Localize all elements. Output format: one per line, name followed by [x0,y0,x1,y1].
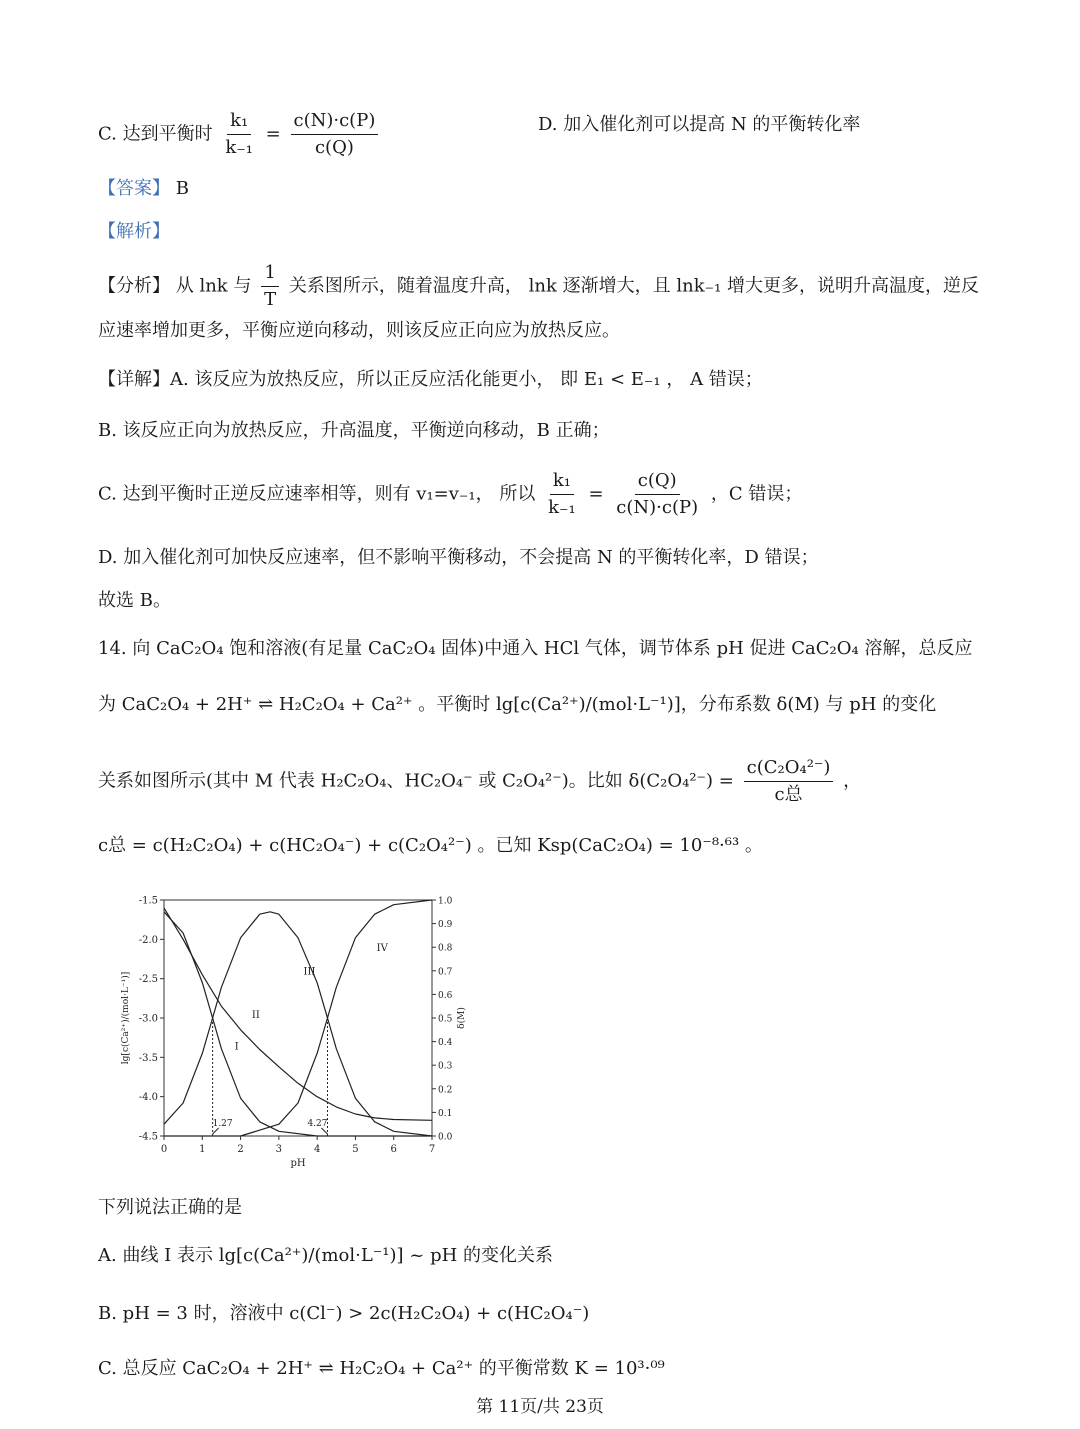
x-tick-label: 1 [199,1144,206,1155]
detail-c-numerator: c(Q) [635,470,680,495]
inverse-t-numerator: 1 [261,262,278,287]
q14-option-c: C. 总反应 CaC₂O₄ + 2H⁺ ⇌ H₂C₂O₄ + Ca²⁺ 的平衡常数 K = 10³·⁰⁹ [98,1358,665,1379]
y-left-tick-label: -1.5 [138,895,158,907]
page-footer: 第 11页/共 23页 [476,1397,604,1417]
fenxi-line-2: 应速率增加更多，平衡应逆向移动，则该反应正向应为放热反应。 [98,320,620,341]
y-right-tick-label: 0.7 [438,967,453,978]
pka-annotation: 1.27 [212,1119,233,1129]
answer-line [98,176,189,202]
y-right-tick-label: 0.4 [438,1038,453,1049]
series-label-ii: II [251,1010,260,1021]
x-tick-label: 5 [352,1144,359,1155]
x-axis-title: pH [290,1158,306,1169]
y-left-axis-title: lg[c(Ca²⁺)/(mol·L⁻¹)] [121,971,131,1065]
x-tick-label: 3 [275,1144,283,1155]
series-label-i: I [234,1041,239,1053]
q14-line-2: 为 CaC₂O₄ + 2H⁺ ⇌ H₂C₂O₄ + Ca²⁺ 。平衡时 lg[c(Ca²⁺)/(mol·L⁻¹)]，分布系数 δ(M) 与 pH 的变化 [98,694,937,715]
q14-line-3 [98,757,861,806]
fenxi-text-b: 关系图所示，随着温度升高， lnk 逐渐增大，且 lnk₋₁ 增大更多，说明升高温度，逆反 [288,275,980,297]
x-tick-label: 4 [313,1144,321,1155]
k-ratio-numerator: k₁ [227,110,251,135]
inverse-t-fraction [261,262,279,311]
detail-k-fraction [545,470,579,519]
q14-line-3-comma: ， [843,770,862,792]
concentration-numerator: c(N)·c(P) [291,110,379,135]
k-ratio-denominator: k₋₁ [225,137,253,158]
detail-c-fraction [613,470,701,519]
fenxi-text-a: 从 lnk 与 [175,275,252,297]
analysis-tag: 【解析】 [98,221,170,242]
y-left-tick-label: -4.0 [138,1092,158,1104]
detail-equals: = [588,483,604,505]
x-tick-label: 2 [237,1144,244,1155]
y-left-tick-label: -3.0 [138,1013,158,1025]
pka-annotation: 4.27 [307,1119,328,1129]
y-right-tick-label: 0.8 [438,943,453,954]
delta-numerator: c(C₂O₄²⁻) [744,757,834,782]
detail-a-line [98,367,763,393]
y-left-tick-label: -2.0 [138,934,158,946]
x-tick-label: 0 [160,1144,168,1155]
detail-d-line: D. 加入催化剂可加快反应速率，但不影响平衡移动，不会提高 N 的平衡转化率，D 错误； [98,547,819,568]
equals-sign: = [265,123,281,145]
q14-prompt: 下列说法正确的是 [98,1197,242,1218]
y-right-tick-label: 0.5 [438,1014,453,1025]
y-right-tick-label: 0.6 [438,990,453,1001]
q14-line-4: c总 = c(H₂C₂O₄) + c(HC₂O₄⁻) + c(C₂O₄²⁻) 。已知 Ksp(CaC₂O₄) = 10⁻⁸·⁶³ 。 [98,835,763,856]
x-tick-label: 6 [390,1144,397,1155]
q14-line-3-text: 关系如图所示(其中 M 代表 H₂C₂O₄、HC₂O₄⁻ 或 C₂O₄²⁻)。比如 δ(C₂O₄²⁻) = [98,770,734,792]
y-left-tick-label: -2.5 [138,974,158,986]
series-line-ii [164,908,432,1120]
series-line-iv [164,900,432,1136]
answer-value: B [175,178,189,199]
k-ratio-fraction [222,110,256,159]
y-right-axis-title: δ(M) [457,1007,467,1029]
answer-tag: 【答案】 [98,178,170,199]
q14-option-a: A. 曲线 I 表示 lg[c(Ca²⁺)/(mol·L⁻¹)] ~ pH 的变化关系 [98,1245,554,1266]
plot-frame [164,900,432,1136]
option-c-label: C. 达到平衡时 [98,123,213,145]
fenxi-tag: 【分析】 [98,275,170,297]
detail-k-denominator: k₋₁ [548,497,576,518]
q14-line-1: 14. 向 CaC₂O₄ 饱和溶液(有足量 CaC₂O₄ 固体)中通入 HCl 气体，调节体系 pH 促进 CaC₂O₄ 溶解，总反应 [98,638,973,659]
y-right-tick-label: 0.3 [438,1061,453,1072]
chart-svg [112,888,467,1178]
series-label-iv: IV [376,943,388,955]
detail-b-line: B. 该反应正向为放热反应，升高温度，平衡逆向移动，B 正确； [98,420,610,441]
y-left-tick-label: -3.5 [138,1052,158,1064]
x-tick-label: 7 [428,1144,436,1155]
delta-denominator: c总 [774,784,803,805]
detail-c-denominator: c(N)·c(P) [616,497,699,518]
y-right-tick-label: 0.2 [438,1085,453,1096]
detail-c-line [98,470,802,519]
concentration-denominator: c(Q) [314,137,354,158]
concentration-fraction [291,110,379,159]
detail-c-text-b: ，C 错误； [710,483,803,505]
detail-c-text-a: C. 达到平衡时正逆反应速率相等，则有 v₁=v₋₁， 所以 [98,483,536,505]
detail-a-text: A. 该反应为放热反应，所以正反应活化能更小， 即 E₁ < E₋₁ ， A 错误； [170,369,763,390]
fenxi-line-1 [98,262,979,311]
y-right-tick-label: 0.0 [438,1132,453,1143]
distribution-chart [112,888,467,1178]
q14-option-b: B. pH = 3 时，溶液中 c(Cl⁻) > 2c(H₂C₂O₄) + c(HC₂O₄⁻) [98,1303,590,1324]
y-left-tick-label: -4.5 [138,1131,158,1143]
inverse-t-denominator: T [264,289,277,310]
series-label-iii: III [303,966,316,978]
delta-fraction [744,757,834,806]
y-right-tick-label: 0.1 [438,1108,453,1119]
y-right-tick-label: 1.0 [438,896,453,907]
option-c-line [98,110,382,159]
detail-conclusion: 故选 B。 [98,590,171,611]
option-d-line: D. 加入催化剂可以提高 N 的平衡转化率 [538,114,861,135]
y-right-tick-label: 0.9 [438,920,453,931]
detail-tag: 【详解】 [98,369,170,390]
detail-k-numerator: k₁ [550,470,574,495]
